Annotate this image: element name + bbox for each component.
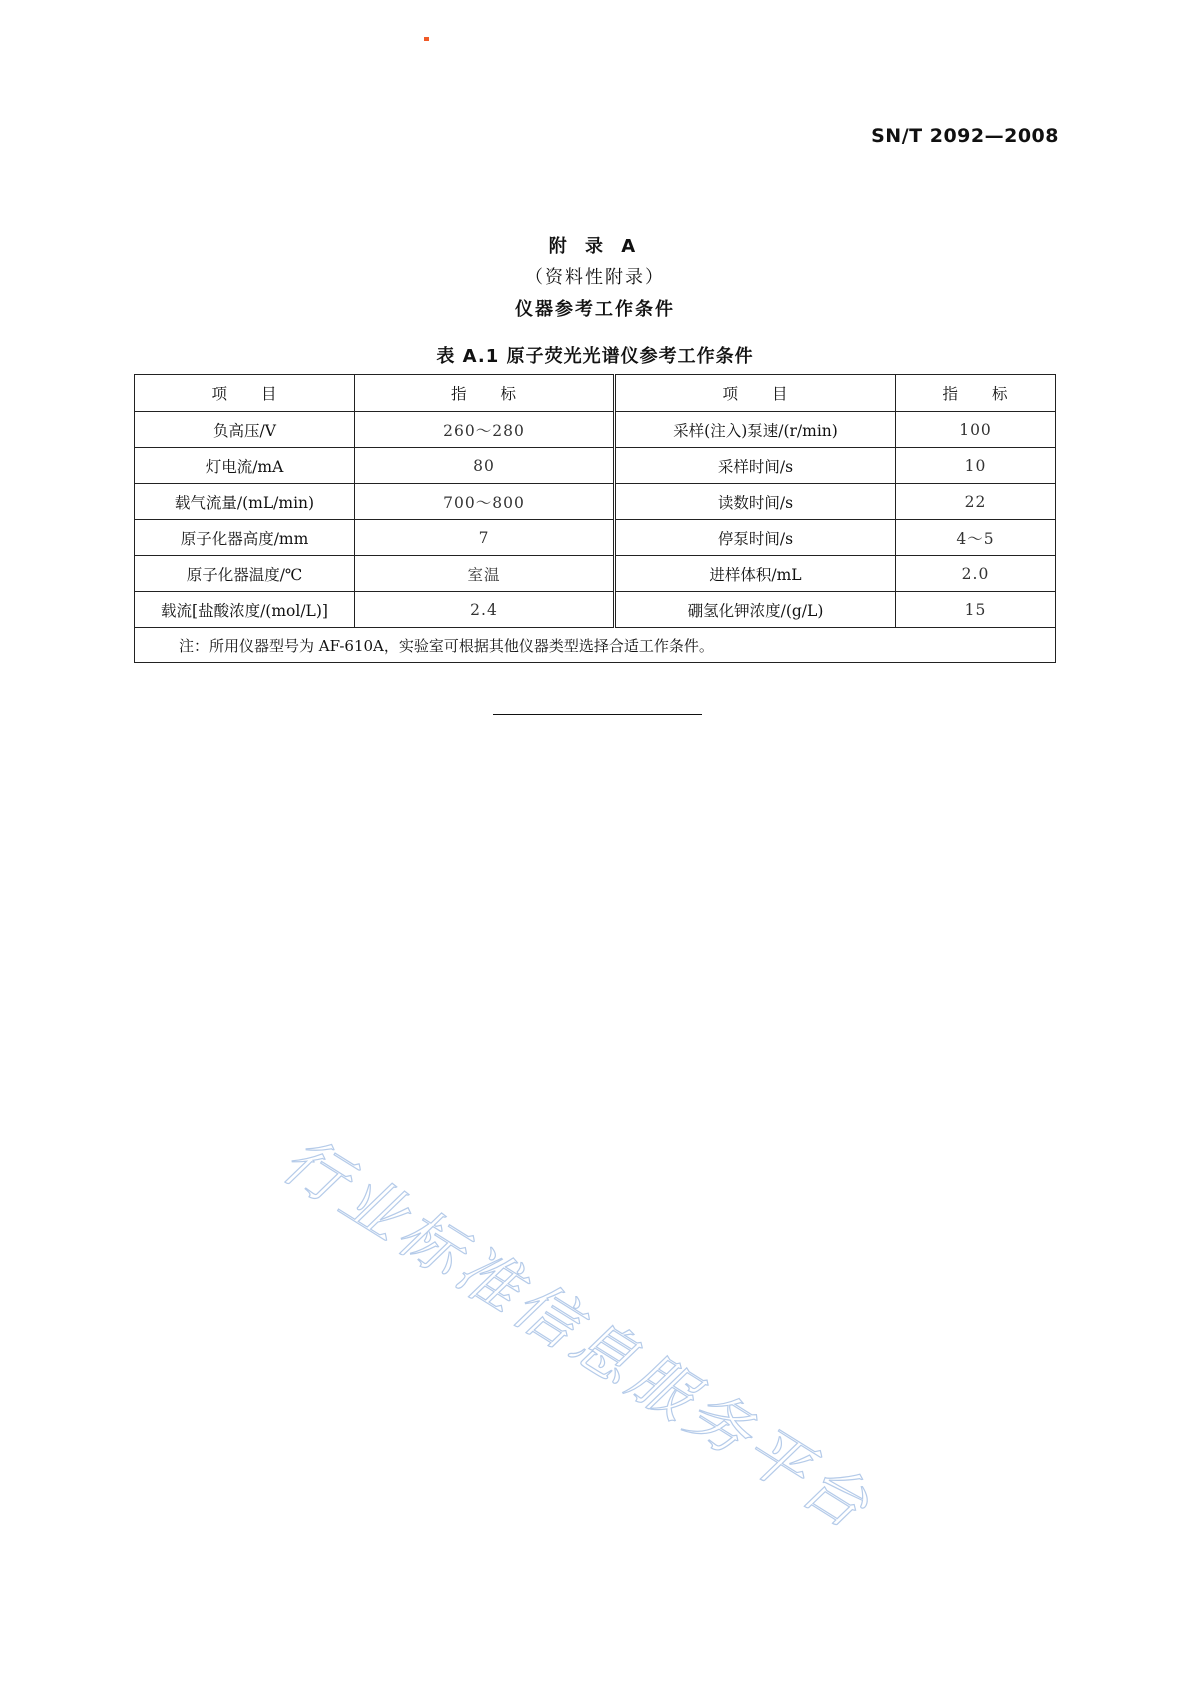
- header-value-left: 指 标: [355, 375, 615, 412]
- appendix-label: 附 录 A: [548, 236, 642, 257]
- item-cell: 采样时间/s: [615, 448, 896, 484]
- value-cell: 2.4: [355, 592, 615, 628]
- item-cell: 进样体积/mL: [615, 556, 896, 592]
- header-value-right: 指 标: [896, 375, 1056, 412]
- table-note-row: [135, 628, 1056, 663]
- value-cell: 700～800: [355, 484, 615, 520]
- end-rule: [493, 714, 702, 715]
- header-item-right: 项 目: [615, 375, 896, 412]
- table-row: [135, 520, 1056, 556]
- value-cell: 2.0: [896, 556, 1056, 592]
- item-cell: 采样(注入)泵速/(r/min): [615, 412, 896, 448]
- value-cell: 260～280: [355, 412, 615, 448]
- watermark: 行业标准信息服务平台: [270, 1122, 886, 1546]
- item-cell: 原子化器高度/mm: [135, 520, 355, 556]
- item-cell: 硼氢化钾浓度/(g/L): [615, 592, 896, 628]
- value-cell: 4～5: [896, 520, 1056, 556]
- orange-mark: [424, 37, 429, 41]
- value-cell: 80: [355, 448, 615, 484]
- header-item-left: 项 目: [135, 375, 355, 412]
- table-row: [135, 556, 1056, 592]
- item-cell: 停泵时间/s: [615, 520, 896, 556]
- table-row: [135, 448, 1056, 484]
- value-cell: 10: [896, 448, 1056, 484]
- appendix-type: （资料性附录）: [525, 267, 665, 288]
- item-cell: 载流[盐酸浓度/(mol/L)]: [135, 592, 355, 628]
- value-cell: 100: [896, 412, 1056, 448]
- value-cell: 室温: [355, 556, 615, 592]
- item-cell: 读数时间/s: [615, 484, 896, 520]
- table-row: [135, 412, 1056, 448]
- item-cell: 载气流量/(mL/min): [135, 484, 355, 520]
- item-cell: 灯电流/mA: [135, 448, 355, 484]
- table-note: 注：所用仪器型号为 AF-610A，实验室可根据其他仪器类型选择合适工作条件。: [135, 628, 1056, 663]
- appendix-title: 仪器参考工作条件: [515, 299, 675, 320]
- value-cell: 7: [355, 520, 615, 556]
- table-row: [135, 484, 1056, 520]
- conditions-table: [134, 374, 1056, 663]
- value-cell: 15: [896, 592, 1056, 628]
- item-cell: 负高压/V: [135, 412, 355, 448]
- table-caption: 表 A.1 原子荧光光谱仪参考工作条件: [436, 346, 754, 367]
- table-header-row: [135, 375, 1056, 412]
- item-cell: 原子化器温度/℃: [135, 556, 355, 592]
- value-cell: 22: [896, 484, 1056, 520]
- table-row: [135, 592, 1056, 628]
- document-number: SN/T 2092—2008: [871, 125, 1059, 147]
